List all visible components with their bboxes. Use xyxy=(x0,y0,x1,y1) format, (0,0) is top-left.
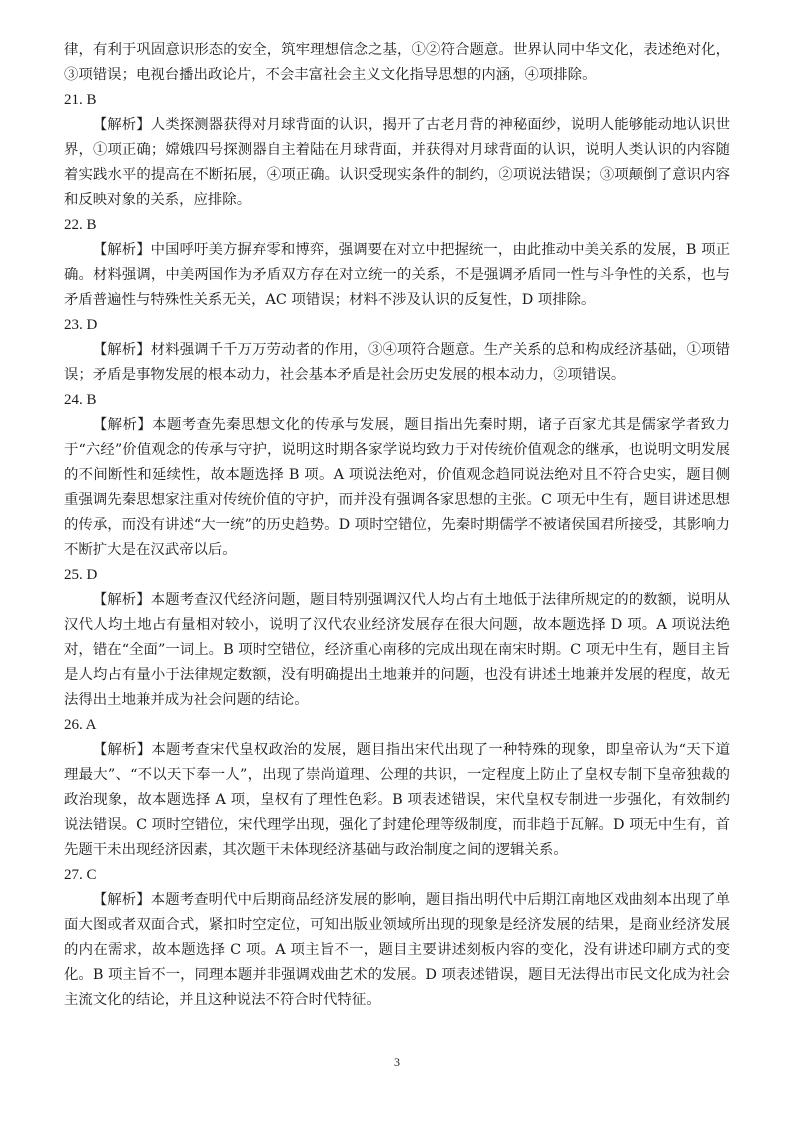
answer-label: 24. B xyxy=(64,392,97,408)
answer-item-25 xyxy=(64,563,730,713)
answer-label: 27. C xyxy=(64,867,97,883)
answer-label: 26. A xyxy=(64,717,97,733)
answer-item-24 xyxy=(64,388,730,563)
answer-item-26 xyxy=(64,713,730,863)
intro-paragraph: 律，有利于巩固意识形态的安全，筑牢理想信念之基，①②符合题意。世界认同中华文化，表述绝对化，③项错误；电视台播出政论片，不会丰富社会主义文化指导思想的内涵，④项排除。 xyxy=(64,42,730,83)
analysis-text: 【解析】本题考查汉代经济问题，题目特别强调汉代人均占有土地低于法律所规定的的数额，说明从汉代人均土地占有量相对较小，说明了汉代农业经济发展存在很大问题，故本题选择 D 项。A 项说法绝对，错在“全面”一词上。B 项时空错位，经济重心南移的完成出现在南宋时期。C 项无中生有，题目主旨是人均占有量小于法律规定数额，没有明确提出土地兼并的问题，也没有讲述土地兼并发展的程度，故无法得出土地兼并成为社会问题的结论。 xyxy=(64,592,730,708)
analysis-text: 【解析】中国呼吁美方摒弃零和博弈，强调要在对立中把握统一，由此推动中美关系的发展，B 项正确。材料强调，中美两国作为矛盾双方存在对立统一的关系，不是强调矛盾同一性与斗争性的关系，也与矛盾普遍性与特殊性关系无关，AC 项错误；材料不涉及认识的反复性，D 项排除。 xyxy=(64,242,730,308)
answer-item-22 xyxy=(64,213,730,313)
answer-label: 25. D xyxy=(64,567,98,583)
answer-item-21 xyxy=(64,88,730,213)
analysis-text: 【解析】本题考查宋代皇权政治的发展，题目指出宋代出现了一种特殊的现象，即皇帝认为“天下道理最大”、“不以天下奉一人”，出现了崇尚道理、公理的共识，一定程度上防止了皇权专制下皇帝独裁的政治现象，故本题选择 A 项，皇权有了理性色彩。B 项表述错误，宋代皇权专制进一步强化，有效制约说法错误。C 项时空错位，宋代理学出现，强化了封建伦理等级制度，而非趋于瓦解。D 项无中生有，首先题干未出现经济因素，其次题干未体现经济基础与政治制度之间的逻辑关系。 xyxy=(64,742,730,858)
answer-label: 22. B xyxy=(64,217,97,233)
answer-item-27 xyxy=(64,863,730,1013)
answer-label: 23. D xyxy=(64,317,98,333)
analysis-text: 【解析】人类探测器获得对月球背面的认识，揭开了古老月背的神秘面纱，说明人能够能动地认识世界，①项正确；嫦娥四号探测器自主着陆在月球背面，并获得对月球背面的认识，说明人类认识的内容随着实践水平的提高在不断拓展，④项正确。认识受现实条件的制约，②项说法错误；③项颠倒了意识内容和反映对象的关系，应排除。 xyxy=(64,117,730,208)
analysis-text: 【解析】本题考查明代中后期商品经济发展的影响，题目指出明代中后期江南地区戏曲刻本出现了单面大图或者双面合式，紧扣时空定位，可知出版业领域所出现的现象是经济发展的结果，是商业经济发展的内在需求，故本题选择 C 项。A 项主旨不一，题目主要讲述刻板内容的变化，没有讲述印刷方式的变化。B 项主旨不一，同理本题并非强调戏曲艺术的发展。D 项表述错误，题目无法得出市民文化成为社会主流文化的结论，并且这种说法不符合时代特征。 xyxy=(64,892,730,1008)
page-number: 3 xyxy=(394,1055,400,1069)
answer-item-23 xyxy=(64,313,730,388)
analysis-text: 【解析】材料强调千千万万劳动者的作用，③④项符合题意。生产关系的总和构成经济基础，①项错误；矛盾是事物发展的根本动力，社会基本矛盾是社会历史发展的根本动力，②项错误。 xyxy=(64,342,730,383)
analysis-text: 【解析】本题考查先秦思想文化的传承与发展，题目指出先秦时期，诸子百家尤其是儒家学者致力于“六经”价值观念的传承与守护，说明这时期各家学说均致力于对传统价值观念的继承，也说明文明发展的不间断性和延续性，故本题选择 B 项。A 项说法绝对，价值观念趋同说法绝对且不符合史实，题目侧重强调先秦思想家注重对传统价值的守护，而并没有强调各家思想的主张。C 项无中生有，题目讲述思想的传承，而没有讲述“大一统”的历史趋势。D 项时空错位，先秦时期儒学不被诸侯国君所接受，其影响力不断扩大是在汉武帝以后。 xyxy=(64,417,730,558)
answer-label: 21. B xyxy=(64,92,97,108)
